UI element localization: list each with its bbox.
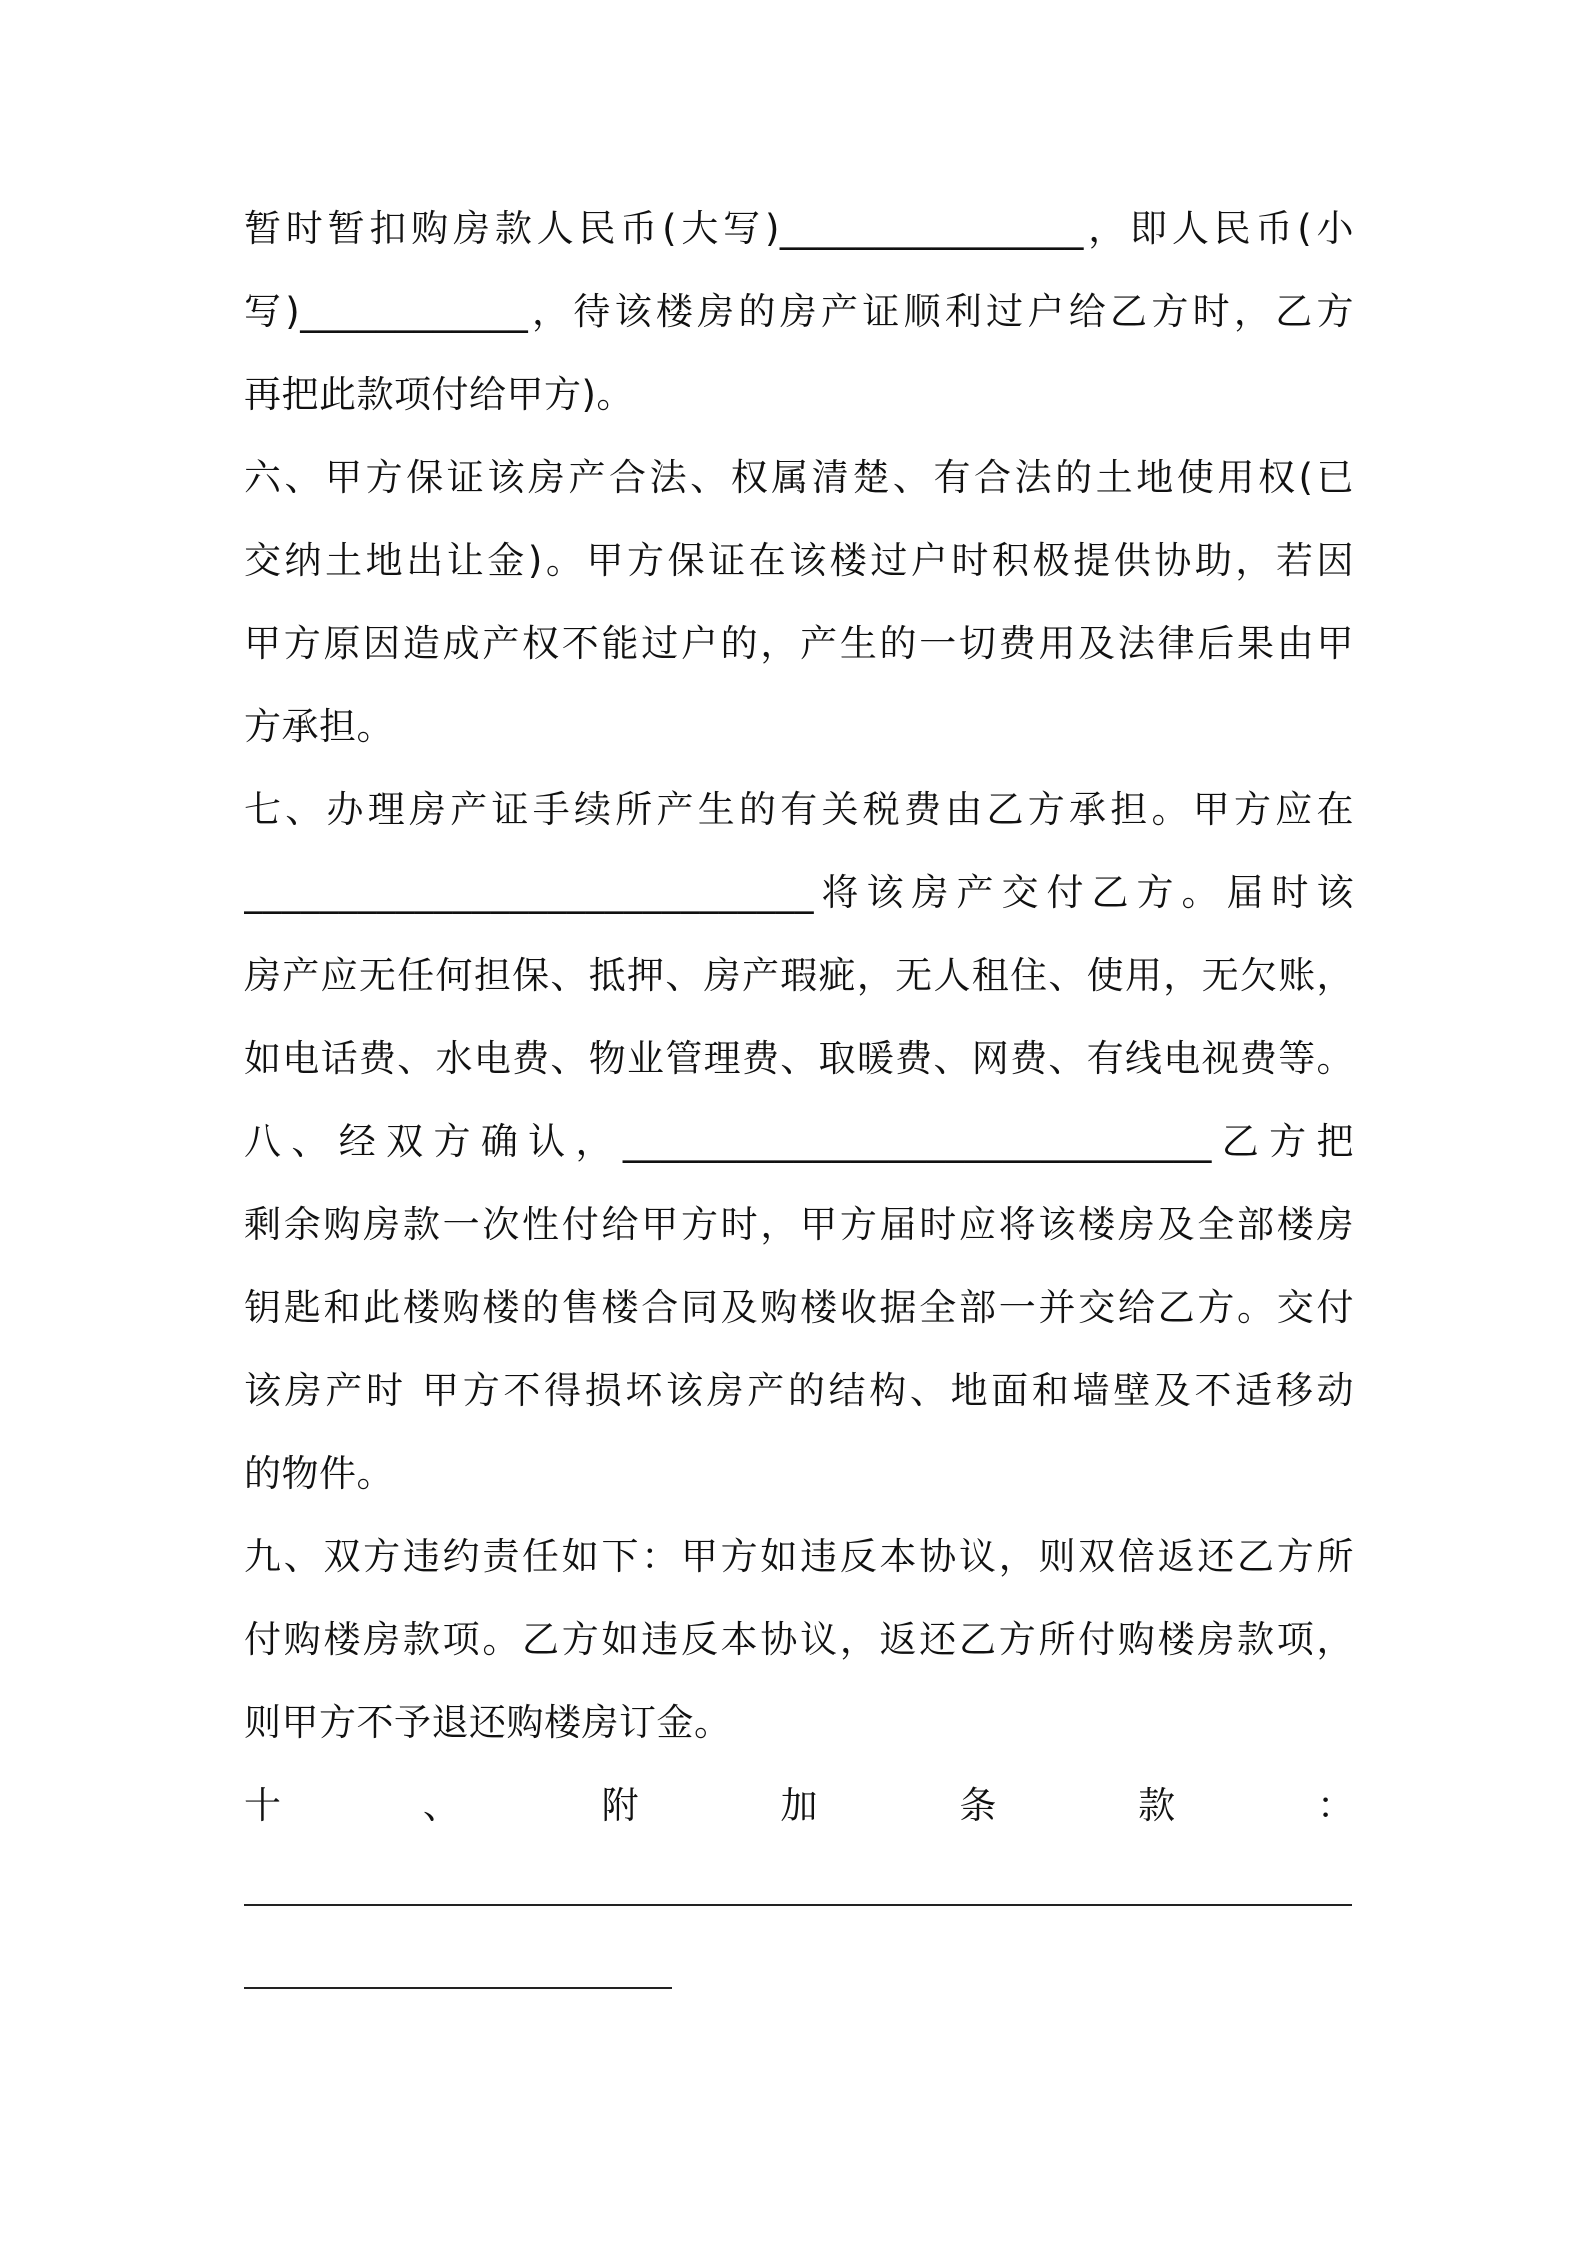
blank-fill-line <box>244 1987 672 1989</box>
clause-ten-char: ： <box>1316 1784 1354 1827</box>
clause-seven-line: 如电话费、水电费、物业管理费、取暖费、网费、有线电视费等。 <box>244 1037 1354 1080</box>
clause-six-line: 甲方原因造成产权不能过户的，产生的一切费用及法律后果由甲 <box>244 622 1354 665</box>
clause-nine-line: 则甲方不予退还购楼房订金。 <box>244 1701 732 1744</box>
clause-ten-char: 款 <box>1138 1784 1176 1827</box>
clause-nine-line: 九、双方违约责任如下：甲方如违反本协议，则双倍返还乙方所 <box>244 1535 1354 1578</box>
clause-seven-line: ______________________________将该房产交付乙方。届时该 <box>244 871 1354 914</box>
clause-eight-line: 的物件。 <box>244 1452 394 1495</box>
clause-nine-line: 付购楼房款项。乙方如违反本协议，返还乙方所付购楼房款项， <box>244 1618 1354 1661</box>
clause-eight-line: 该房产时 甲方不得损坏该房产的结构、地面和墙壁及不适移动 <box>244 1369 1354 1412</box>
text-line: 暂时暂扣购房款人民币(大写)________________，即人民币(小 <box>244 207 1354 250</box>
clause-ten-char: 、 <box>422 1784 460 1827</box>
clause-eight-line: 钥匙和此楼购楼的售楼合同及购楼收据全部一并交给乙方。交付 <box>244 1286 1354 1329</box>
clause-ten-char: 加 <box>780 1784 818 1827</box>
text-line: 写)____________，待该楼房的房产证顺利过户给乙方时，乙方 <box>244 290 1354 333</box>
clause-seven-line: 七、办理房产证手续所产生的有关税费由乙方承担。甲方应在 <box>244 788 1354 831</box>
blank-fill-line <box>244 1904 1352 1906</box>
clause-eight-line: 八、经双方确认，_______________________________乙方把 <box>244 1120 1354 1163</box>
text-line: 再把此款项付给甲方)。 <box>244 373 634 416</box>
clause-six-line: 方承担。 <box>244 705 394 748</box>
clause-six-line: 六、甲方保证该房产合法、权属清楚、有合法的土地使用权(已 <box>244 456 1354 499</box>
clause-ten-heading <box>244 1782 1354 1830</box>
clause-six-line: 交纳土地出让金)。甲方保证在该楼过户时积极提供协助，若因 <box>244 539 1354 582</box>
clause-eight-line: 剩余购房款一次性付给甲方时，甲方届时应将该楼房及全部楼房 <box>244 1203 1354 1246</box>
clause-ten-char: 附 <box>601 1784 639 1827</box>
clause-ten-char: 条 <box>959 1784 997 1827</box>
clause-ten-char: 十 <box>244 1784 281 1827</box>
clause-seven-line: 房产应无任何担保、抵押、房产瑕疵，无人租住、使用，无欠账， <box>244 954 1354 997</box>
